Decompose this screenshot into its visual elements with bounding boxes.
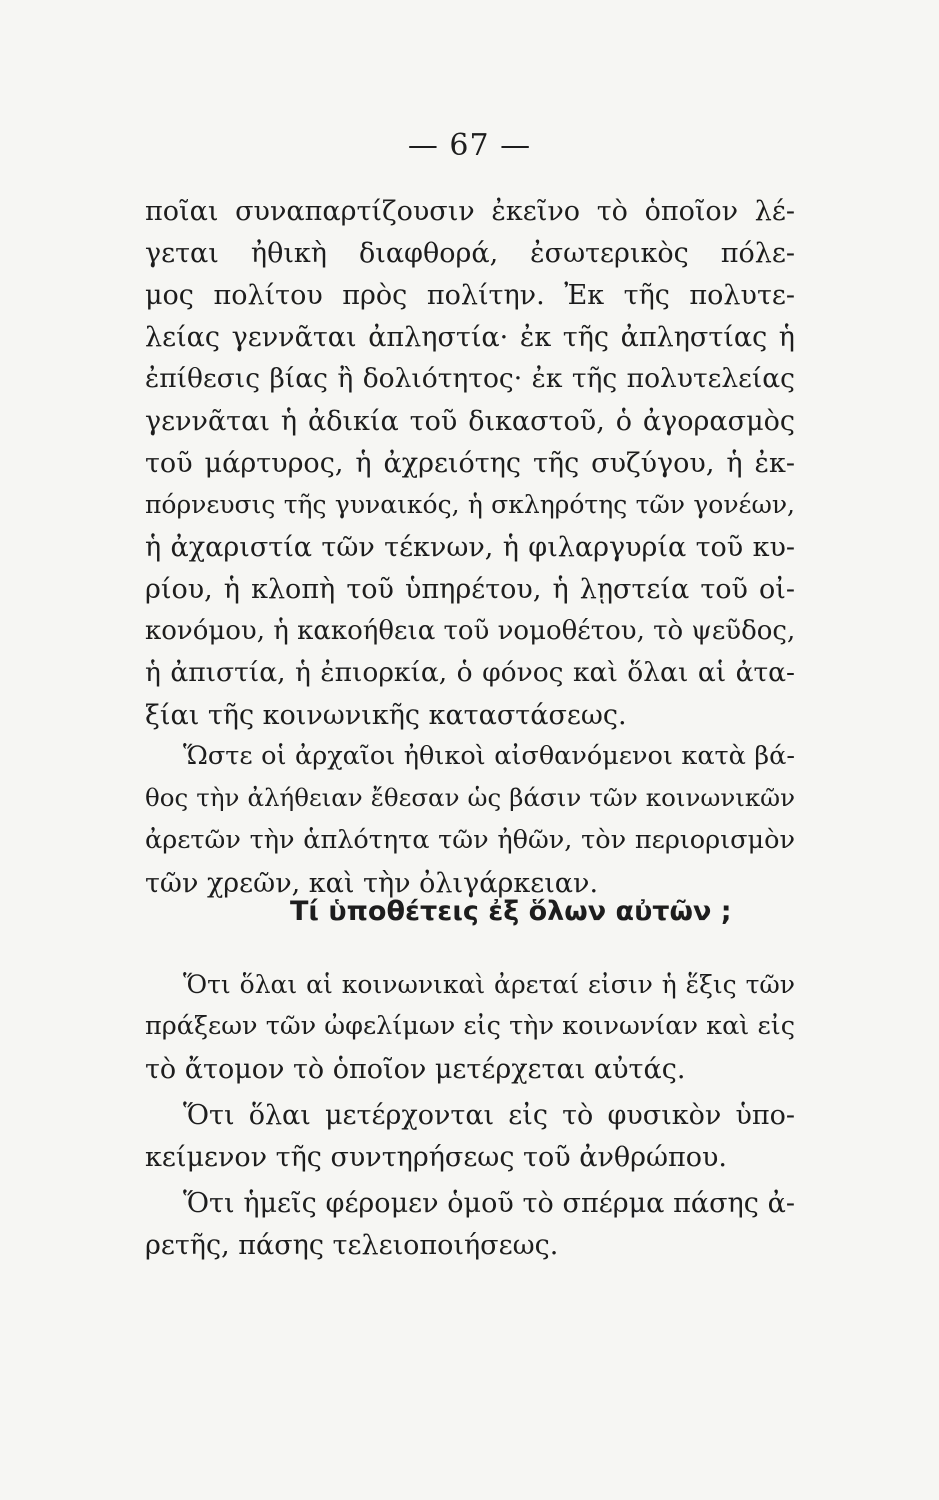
answer-line: πράξεων τῶν ὠφελίμων εἰς τὴν κοινωνίαν καὶ εἰς (145, 1011, 795, 1041)
paragraph-line: Ὥστε οἱ ἀρχαῖοι ἠθικοὶ αἰσθανόμενοι κατὰ βά- (183, 741, 795, 771)
paragraph-line: λείας γεννᾶται ἀπληστία· ἐκ τῆς ἀπληστίας ἡ (145, 322, 795, 353)
paragraph-line: ξίαι τῆς κοινωνικῆς καταστάσεως. (145, 700, 627, 731)
question-heading: Τί ὑποθέτεις ἐξ ὅλων αὐτῶν ; (290, 896, 732, 927)
answer-line: Ὅτι ὅλαι μετέρχονται εἰς τὸ φυσικὸν ὑπο- (183, 1100, 795, 1131)
answer-line: Ὅτι ὅλαι αἱ κοινωνικαὶ ἀρεταί εἰσιν ἡ ἕξις τῶν (183, 970, 795, 999)
paragraph-line: τῶν χρεῶν, καὶ τὴν ὀλιγάρκειαν. (145, 868, 599, 899)
paragraph-line: ποῖαι συναπαρτίζουσιν ἐκεῖνο τὸ ὁποῖον λέ- (145, 196, 795, 227)
answer-line: ρετῆς, πάσης τελειοποιήσεως. (145, 1230, 559, 1261)
paragraph-line: ἡ ἀπιστία, ἡ ἐπιορκία, ὁ φόνος καὶ ὅλαι αἱ ἀτα- (145, 657, 795, 688)
paragraph-line: ἀρετῶν τὴν ἁπλότητα τῶν ἠθῶν, τὸν περιορισμὸν (145, 825, 795, 855)
paragraph-line: θος τὴν ἀλήθειαν ἔθεσαν ὡς βάσιν τῶν κοινωνικῶν (145, 783, 795, 812)
paragraph-line: μος πολίτου πρὸς πολίτην. Ἐκ τῆς πολυτε- (145, 280, 795, 311)
paragraph-line: ἐπίθεσις βίας ἢ δολιότητος· ἐκ τῆς πολυτελείας (145, 363, 795, 394)
paragraph-line: πόρνευσις τῆς γυναικός, ἡ σκληρότης τῶν γονέων, (145, 490, 795, 519)
paragraph-line: τοῦ μάρτυρος, ἡ ἀχρειότης τῆς συζύγου, ἡ ἐκ- (145, 448, 795, 479)
answer-line: κείμενον τῆς συντηρήσεως τοῦ ἀνθρώπου. (145, 1142, 728, 1173)
answer-line: Ὅτι ἡμεῖς φέρομεν ὁμοῦ τὸ σπέρμα πάσης ἀ- (183, 1188, 795, 1219)
paragraph-line: γεται ἠθικὴ διαφθορά, ἐσωτερικὸς πόλε- (145, 238, 795, 269)
paragraph-line: ρίου, ἡ κλοπὴ τοῦ ὑπηρέτου, ἡ λῃστεία τοῦ οἰ- (145, 574, 795, 605)
answer-line: τὸ ἄτομον τὸ ὁποῖον μετέρχεται αὐτάς. (145, 1054, 686, 1085)
paragraph-line: κονόμου, ἡ κακοήθεια τοῦ νομοθέτου, τὸ ψεῦδος, (145, 616, 796, 646)
paragraph-line: ἡ ἀχαριστία τῶν τέκνων, ἡ φιλαργυρία τοῦ κυ- (145, 532, 795, 563)
page-number: — 67 — (407, 128, 532, 163)
paragraph-line: γεννᾶται ἡ ἀδικία τοῦ δικαστοῦ, ὁ ἀγορασμὸς (145, 406, 795, 437)
